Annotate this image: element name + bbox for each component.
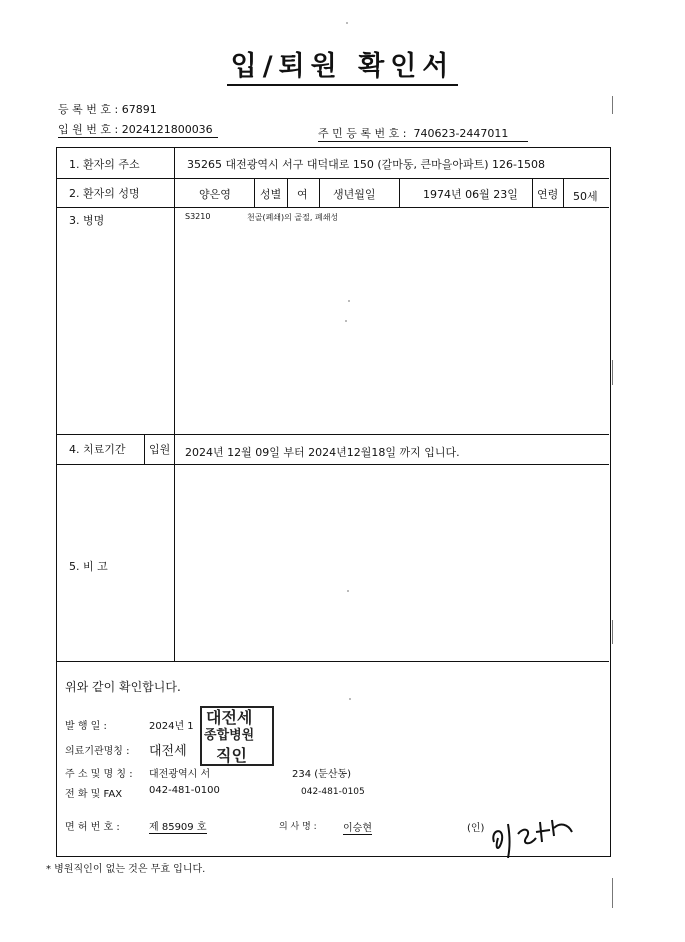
registration-number: 등 록 번 호 : 67891: [58, 103, 157, 116]
form-table: [56, 147, 611, 857]
scan-edge-line: [612, 620, 613, 644]
period-text: 2024년 12월 09일 부터 2024년12월18일 까지 입니다.: [185, 446, 460, 459]
patient-name: 양은영: [199, 188, 231, 201]
validity-note: * 병원직인이 없는 것은 무효 입니다.: [46, 864, 206, 875]
diagnosis-text: 천골(폐쇄)의 골절, 폐쇄성: [247, 213, 339, 222]
scan-speck: [346, 22, 348, 24]
age-label: 연령: [537, 188, 559, 201]
institution-name: 대전세: [149, 744, 187, 759]
license-number: 제 85909 호: [149, 818, 207, 834]
confirmation-text: 위와 같이 확인합니다.: [65, 680, 181, 694]
gender-value: 여: [297, 188, 308, 201]
institution-label: 의료기관명칭 :: [65, 746, 130, 757]
issue-date-label: 발 행 일 :: [65, 721, 107, 732]
name-label: 2. 환자의 성명: [69, 187, 140, 200]
scan-edge-line: [612, 360, 613, 385]
address-footer-value: 대전광역시 서: [149, 769, 211, 780]
remarks-label: 5. 비 고: [69, 560, 108, 573]
license-label: 면 허 번 호 :: [65, 822, 120, 833]
birth-value: 1974년 06월 23일: [423, 188, 518, 201]
document-title: 입/퇴원 확인서: [0, 44, 685, 83]
address-footer-tail: 234 (둔산동): [292, 769, 352, 780]
address-value: 35265 대전광역시 서구 대덕대로 150 (갈마동, 큰마을아파트) 126-1508: [187, 158, 546, 171]
birth-label: 생년월일: [333, 188, 376, 201]
diagnosis-code: S3210: [185, 212, 211, 221]
issue-date: 2024년 1: [149, 721, 194, 732]
phone-fax-label: 전 화 및 FAX: [65, 789, 123, 800]
seal-mark: (인): [467, 823, 485, 834]
scan-edge-line: [612, 96, 613, 114]
gender-label: 성별: [260, 188, 282, 201]
period-label: 4. 치료기간: [69, 443, 126, 456]
address-footer-label: 주 소 및 명 칭 :: [65, 769, 133, 780]
resident-id: 주 민 등 록 번 호 : 740623-2447011: [318, 125, 528, 142]
period-type: 입원: [149, 443, 171, 456]
diagnosis-label: 3. 병명: [69, 214, 105, 227]
age-value: 50세: [573, 190, 598, 203]
fax-number: 042-481-0105: [301, 787, 365, 797]
doctor-name: 이승현: [343, 819, 372, 835]
scan-edge-line: [612, 878, 613, 908]
doctor-signature: [488, 812, 580, 858]
hospital-seal-stamp: 대전세 종합병원 직인: [200, 706, 274, 766]
phone-number: 042-481-0100: [149, 785, 220, 796]
address-label: 1. 환자의 주소: [69, 158, 140, 171]
admission-number: 입 원 번 호 : 2024121800036: [58, 121, 218, 138]
doctor-label: 의 사 명 :: [279, 822, 317, 832]
